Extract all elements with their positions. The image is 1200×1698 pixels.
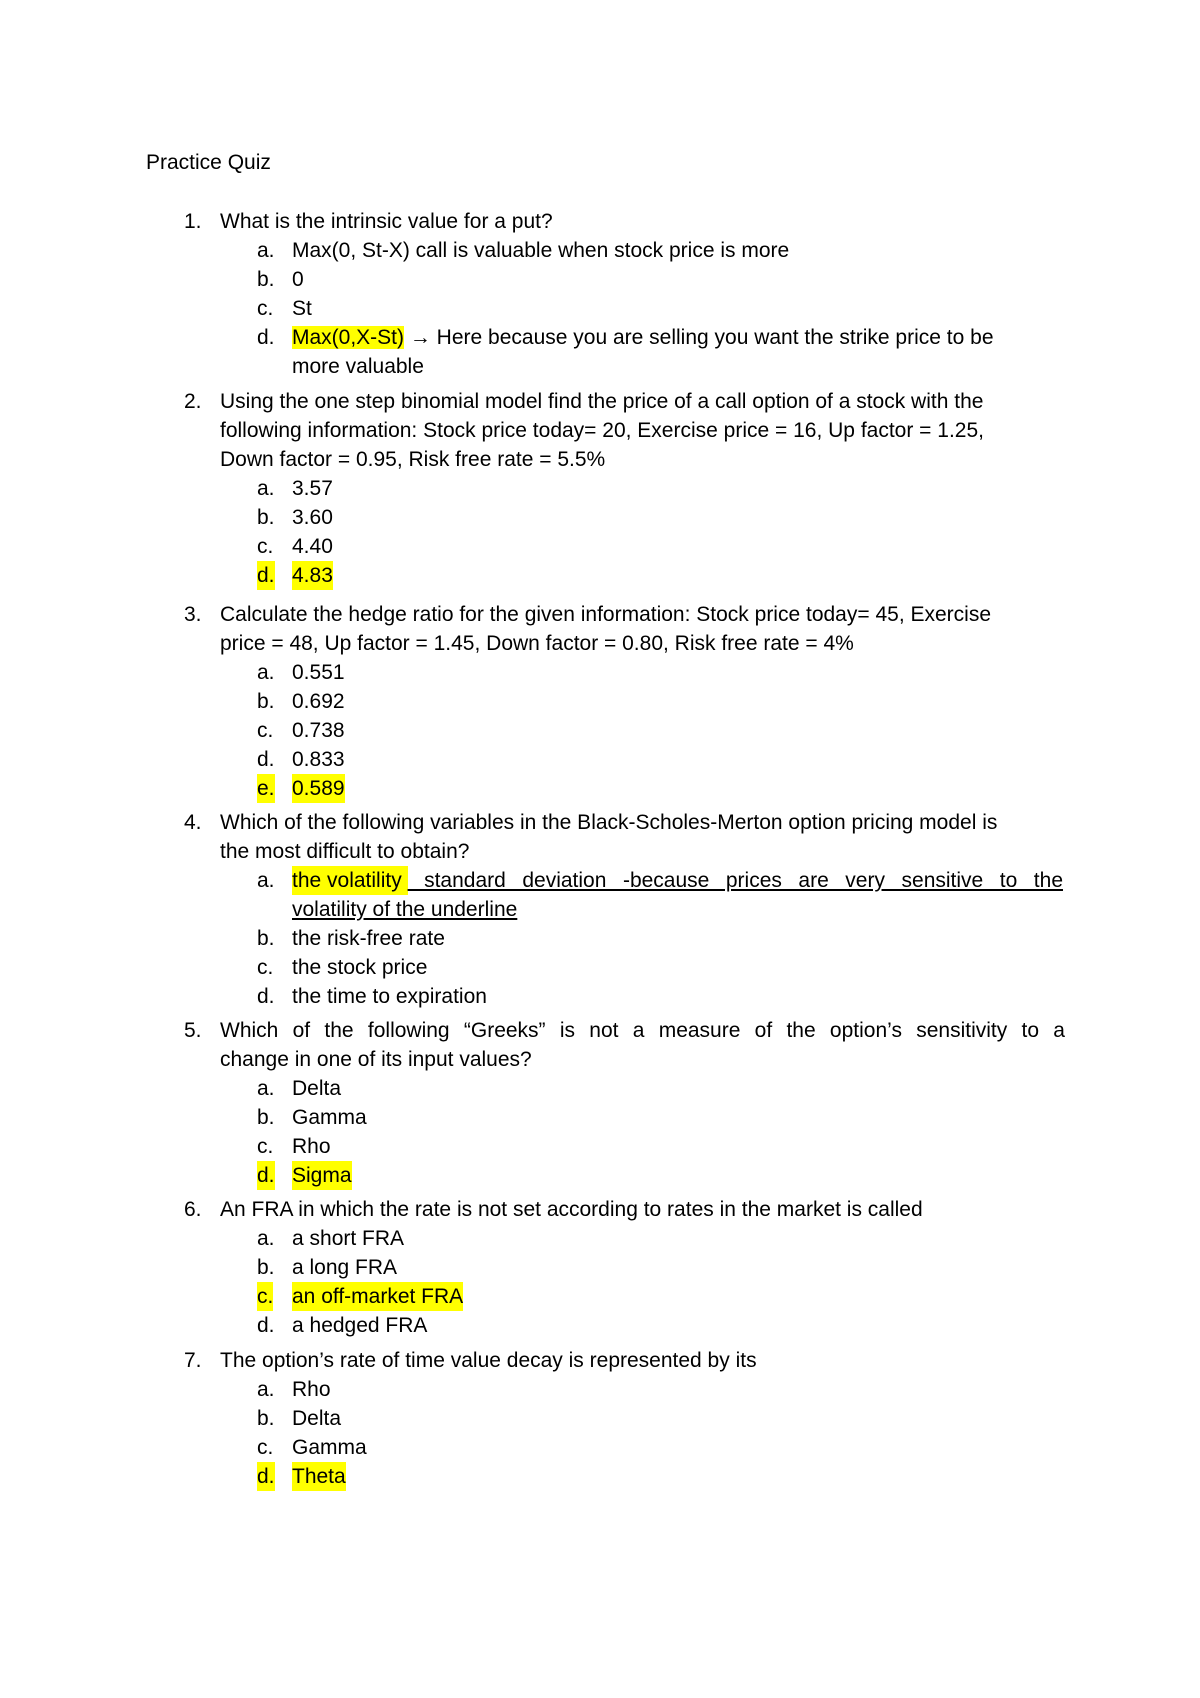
option-correct bbox=[0, 1282, 1200, 1311]
option-text: 4.40 bbox=[292, 535, 333, 558]
question-line bbox=[0, 387, 1200, 416]
question-line bbox=[0, 207, 1200, 236]
option-text: 0.833 bbox=[292, 748, 345, 771]
option bbox=[0, 294, 1200, 323]
option-text: a long FRA bbox=[292, 1256, 398, 1279]
option-letter: a. bbox=[257, 239, 275, 262]
answer-note: → Here because you are selling you want the strike price to be bbox=[404, 326, 994, 349]
answer-note-continued: volatility of the underline bbox=[292, 898, 518, 921]
question-text: Using the one step binomial model find the price of a call option of a stock with the bbox=[220, 390, 984, 413]
option-letter: b. bbox=[257, 506, 275, 529]
option bbox=[0, 1074, 1200, 1103]
option-text: Gamma bbox=[292, 1106, 367, 1129]
question-line bbox=[0, 629, 1200, 658]
question-text: change in one of its input values? bbox=[220, 1048, 532, 1071]
question-number: 6. bbox=[184, 1198, 202, 1221]
question-text: following information: Stock price today= 20, Exercise price = 16, Up factor = 1.25, bbox=[220, 419, 984, 442]
option-text: Delta bbox=[292, 1077, 342, 1100]
option-text: 4.83 bbox=[292, 561, 333, 590]
option-letter: a. bbox=[257, 661, 275, 684]
option-letter: c. bbox=[257, 956, 274, 979]
question-text: What is the intrinsic value for a put? bbox=[220, 210, 553, 233]
question-text: The option’s rate of time value decay is represented by its bbox=[220, 1349, 757, 1372]
option-text: the stock price bbox=[292, 956, 428, 979]
option-continuation bbox=[0, 895, 1200, 924]
option bbox=[0, 1404, 1200, 1433]
option-text: Sigma bbox=[292, 1161, 352, 1190]
option-letter: b. bbox=[257, 690, 275, 713]
question-number: 4. bbox=[184, 811, 202, 834]
option-text: Rho bbox=[292, 1378, 331, 1401]
answer-highlight: the volatility bbox=[292, 866, 408, 895]
question-line bbox=[0, 416, 1200, 445]
answer-highlight: Max(0,X-St) bbox=[292, 326, 405, 349]
option-correct bbox=[0, 561, 1200, 590]
option-letter: d. bbox=[257, 326, 275, 349]
option-correct bbox=[0, 1161, 1200, 1190]
option-text: 0.738 bbox=[292, 719, 345, 742]
option-text: Theta bbox=[292, 1462, 346, 1491]
option-text: a hedged FRA bbox=[292, 1314, 428, 1337]
option-letter: c. bbox=[257, 719, 274, 742]
option-letter: b. bbox=[257, 268, 275, 291]
option-text bbox=[292, 866, 1063, 895]
question-line bbox=[0, 1346, 1200, 1375]
question-text: the most difficult to obtain? bbox=[220, 840, 470, 863]
option bbox=[0, 1375, 1200, 1404]
question-line bbox=[0, 837, 1200, 866]
option-letter: a. bbox=[257, 869, 275, 892]
option bbox=[0, 953, 1200, 982]
question-number: 7. bbox=[184, 1349, 202, 1372]
option bbox=[0, 265, 1200, 294]
option-text: 3.57 bbox=[292, 477, 333, 500]
option-letter: c. bbox=[257, 1282, 273, 1311]
option bbox=[0, 1433, 1200, 1462]
option bbox=[0, 716, 1200, 745]
option-letter: e. bbox=[257, 774, 275, 803]
option-text: 0.551 bbox=[292, 661, 345, 684]
option-text: 0.589 bbox=[292, 774, 345, 803]
option-text: an off-market FRA bbox=[292, 1282, 463, 1311]
question-text: Which of the following variables in the Black-Scholes-Merton option pricing model is bbox=[220, 811, 998, 834]
question-6 bbox=[0, 1195, 1200, 1340]
option bbox=[0, 503, 1200, 532]
option bbox=[0, 1132, 1200, 1161]
option bbox=[0, 1311, 1200, 1340]
page-title: Practice Quiz bbox=[146, 151, 271, 174]
option bbox=[0, 982, 1200, 1011]
option-letter: c. bbox=[257, 1135, 274, 1158]
option-text: 3.60 bbox=[292, 506, 333, 529]
option-text: a short FRA bbox=[292, 1227, 405, 1250]
option-letter: c. bbox=[257, 535, 274, 558]
question-number: 3. bbox=[184, 603, 202, 626]
option-correct bbox=[0, 323, 1200, 352]
question-4 bbox=[0, 808, 1200, 1011]
option-letter: b. bbox=[257, 1407, 275, 1430]
option bbox=[0, 1253, 1200, 1282]
option bbox=[0, 1224, 1200, 1253]
option bbox=[0, 532, 1200, 561]
option-correct bbox=[0, 1462, 1200, 1491]
option bbox=[0, 236, 1200, 265]
option-correct bbox=[0, 866, 1200, 895]
question-2 bbox=[0, 387, 1200, 590]
question-number: 1. bbox=[184, 210, 202, 233]
question-text: An FRA in which the rate is not set according to rates in the market is called bbox=[220, 1198, 923, 1221]
option-letter: a. bbox=[257, 1378, 275, 1401]
option-text: Delta bbox=[292, 1407, 342, 1430]
option-letter: d. bbox=[257, 1462, 275, 1491]
question-line bbox=[0, 445, 1200, 474]
answer-note: standard deviation -because prices are very sensitive to the bbox=[407, 869, 1063, 892]
option-text: Gamma bbox=[292, 1436, 367, 1459]
option-letter: c. bbox=[257, 297, 274, 320]
option-letter: b. bbox=[257, 1106, 275, 1129]
question-line bbox=[0, 1016, 1200, 1045]
option bbox=[0, 924, 1200, 953]
question-number: 5. bbox=[184, 1019, 202, 1042]
question-text: price = 48, Up factor = 1.45, Down factor = 0.80, Risk free rate = 4% bbox=[220, 632, 854, 655]
option-letter: a. bbox=[257, 1077, 275, 1100]
question-text: Calculate the hedge ratio for the given information: Stock price today= 45, Exercise bbox=[220, 603, 992, 626]
option bbox=[0, 687, 1200, 716]
option bbox=[0, 1103, 1200, 1132]
option-letter: c. bbox=[257, 1436, 274, 1459]
option-letter: d. bbox=[257, 1161, 275, 1190]
answer-note-continued: more valuable bbox=[292, 355, 424, 378]
option-text: St bbox=[292, 297, 312, 320]
question-line bbox=[0, 1045, 1200, 1074]
option-letter: d. bbox=[257, 1314, 275, 1337]
option-letter: a. bbox=[257, 477, 275, 500]
option-text: the time to expiration bbox=[292, 985, 487, 1008]
option bbox=[0, 745, 1200, 774]
option-text: Max(0, St-X) call is valuable when stock price is more bbox=[292, 239, 790, 262]
question-text: Down factor = 0.95, Risk free rate = 5.5% bbox=[220, 448, 606, 471]
option-correct bbox=[0, 774, 1200, 803]
option bbox=[0, 474, 1200, 503]
option-letter: a. bbox=[257, 1227, 275, 1250]
option-letter: b. bbox=[257, 927, 275, 950]
option-letter: d. bbox=[257, 561, 275, 590]
option-text bbox=[292, 323, 994, 352]
option-text: Rho bbox=[292, 1135, 331, 1158]
option-text: 0.692 bbox=[292, 690, 345, 713]
question-line bbox=[0, 1195, 1200, 1224]
question-line bbox=[0, 600, 1200, 629]
question-1 bbox=[0, 207, 1200, 381]
option-letter: d. bbox=[257, 985, 275, 1008]
option-letter: d. bbox=[257, 748, 275, 771]
question-7 bbox=[0, 1346, 1200, 1491]
option bbox=[0, 658, 1200, 687]
question-line bbox=[0, 808, 1200, 837]
question-text: Which of the following “Greeks” is not a measure of the option’s sensitivity to a bbox=[220, 1019, 1065, 1042]
question-3 bbox=[0, 600, 1200, 803]
question-5 bbox=[0, 1016, 1200, 1190]
option-continuation bbox=[0, 352, 1200, 381]
option-letter: b. bbox=[257, 1256, 275, 1279]
option-text: the risk-free rate bbox=[292, 927, 445, 950]
option-text: 0 bbox=[292, 268, 304, 291]
question-number: 2. bbox=[184, 390, 202, 413]
